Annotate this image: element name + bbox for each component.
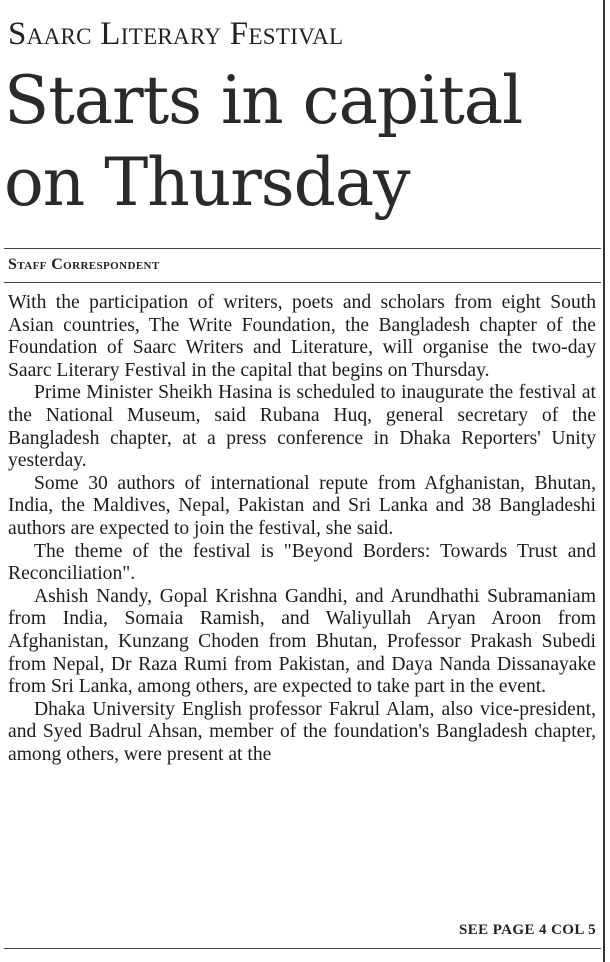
paragraph: Some 30 authors of international repute from Afghanistan, Bhutan, India, the Maldives, Nepal, Pakistan and Sri Lanka and 38 Bangladeshi authors are expected to join the festival, she said.: [8, 472, 596, 539]
kicker: Saarc Literary Festival: [8, 16, 344, 52]
byline: Staff Correspondent: [8, 256, 160, 273]
divider-byline: [4, 282, 601, 283]
paragraph: With the participation of writers, poets and scholars from eight South Asian countries, The Write Foundation, the Bangladesh chapter of the Foundation of Saarc Writers and Literature, will organise the two-day Saarc Literary Festival in the capital that begins on Thursday.: [8, 292, 596, 381]
divider-top: [4, 248, 601, 249]
paragraph: Dhaka University English professor Fakrul Alam, also vice-president, and Syed Badrul Ahsan, member of the foundation's Bangladesh chapter, among others, were present at the: [8, 698, 596, 765]
headline: Starts in capital on Thursday: [4, 62, 523, 221]
paragraph: The theme of the festival is "Beyond Borders: Towards Trust and Reconciliation".: [8, 540, 596, 585]
article-body: [8, 292, 596, 766]
divider-bottom: [4, 948, 601, 949]
paragraph: Prime Minister Sheikh Hasina is scheduled to inaugurate the festival at the National Museum, said Rubana Huq, general secretary of the Bangladesh chapter, at a press conference in Dhaka Reporters' Unity yesterday.: [8, 382, 596, 472]
continuation-note: SEE PAGE 4 COL 5: [459, 922, 596, 938]
paragraph: Ashish Nandy, Gopal Krishna Gandhi, and Arundhathi Subramaniam from India, Somaia Ramish, and Waliyullah Aryan Aroon from Afghanistan, Kunzang Choden from Bhutan, Professor Prakash Subedi from Nepal, Dr Raza Rumi from Pakistan, and Daya Nanda Dissanayake from Sri Lanka, among others, are expected to take part in the event.: [8, 585, 596, 698]
